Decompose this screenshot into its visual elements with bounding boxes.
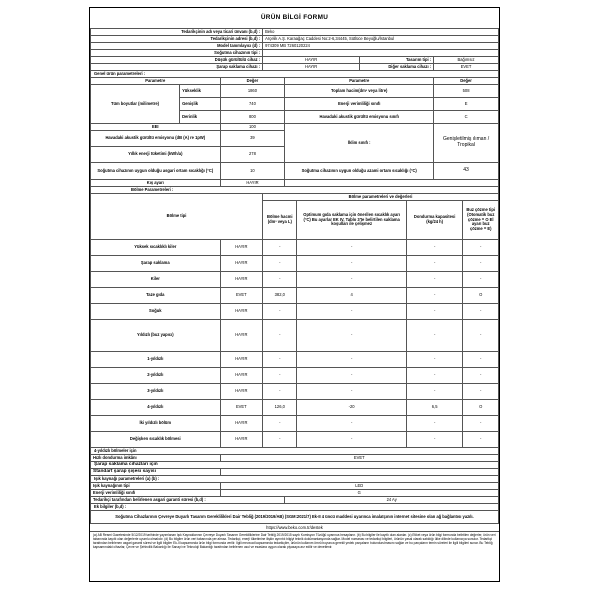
warranty-label: Tedarikçi tarafından belirlenen asgari garanti süresi (b,d) : (91, 497, 285, 504)
total-volume-value: 508 (434, 85, 499, 98)
compartment-defrost: - (463, 304, 499, 320)
appliance-type-value (263, 50, 499, 57)
light-params-row (91, 476, 499, 483)
compartment-present: HAYIR (220, 240, 263, 256)
compartment-defrost: - (463, 272, 499, 288)
max-temp-value: 43 (434, 163, 499, 180)
compartment-present: HAYIR (220, 256, 263, 272)
compartment-freeze: - (406, 352, 463, 368)
light-type-row (91, 483, 499, 490)
model-row (91, 43, 499, 50)
compartment-name: 1-yıldızlı (91, 352, 221, 368)
value-header-2: Değer (434, 78, 499, 85)
compartment-group-row (91, 194, 499, 201)
compartment-freeze: - (406, 304, 463, 320)
noise-class-label: Havadaki akustik gürültü emisyonu sınıfı (285, 111, 434, 124)
extra-info-row (91, 504, 499, 511)
star4-label: 4-yıldızlı bölmeler için (91, 448, 499, 455)
wine-section-row (91, 462, 499, 469)
product-info-form (89, 7, 500, 582)
compartment-volume: 382,0 (263, 288, 297, 304)
dimensions-group-label: Tüm boyutlar (milimetre) (91, 85, 180, 124)
compartment-volume: - (263, 432, 297, 448)
compartment-temp: - (297, 240, 406, 256)
footnote: (a) AB Resmi Gazetesinde 5/12/2019 tarihinde yayımlanan Işık Kaynaklarının Çevreye Duyarlı Tasarım Gerekliliklerine Dair Tebliğ 2019/2015 sayılı Komisyon Tüzüğü uyarınca hesaplanır. (b) Bu bilgiler ile kayıtlı olan alanlar. (c) Etiket veya ürün bilgi formunda belirtilen değerler, ürün veri tabanında kayıtlı olan değerlerle uyumlu olmalıdır. (d) Bu bilgiler ürün veri tabanında yer almaz. Tedarikçi, enerji tüketimine ilişkin ayrıntılı bilgiyi teknik dokümantasyonda sağlar. Model numarası ve tedarikçi bilgileri, ürünün yasal olarak satıldığı ülke dilinde kullanıcıya sunulur. Tedarikçi tarafından belirlenen asgari garanti süresi ve ilgili bilgiler Ek-II kapsamında ürün bilgi formunda verilir. İlgili mevzuat kapsamında tedarikçiler, ürünün kullanım ömrü boyunca gerekli yedek parçaların bulundurulmasını sağlar ve bu parçaların temin süreleri ile ilgili bilgileri sunar. Bu Tebliğ kapsamındaki cihazlar, Çevre ve Şehircilik Bakanlığı ile Sanayi ve Teknoloji Bakanlığı tarafından belirlenen usul ve esaslara uygun olarak piyasaya arz edilir ve denetlenir. (90, 531, 499, 564)
compartment-freeze: - (406, 256, 463, 272)
energy-class-label: Enerji verimliliği sınıfı (285, 98, 434, 111)
fast-freeze-value: EVET (220, 455, 498, 462)
supplier-name-label: Tedarikçinin adı veya ticari ünvanı (b,d) : (91, 29, 263, 36)
compartment-volume: - (263, 256, 297, 272)
total-volume-label: Toplam hacim(dm³ veya litre) (285, 85, 434, 98)
compartment-temp: - (297, 368, 406, 384)
warranty-row (91, 497, 499, 504)
winter-row (91, 180, 499, 187)
min-temp-label: Soğutma cihazının uygun olduğu asgari ortam sıcaklığı (°C) (91, 163, 221, 180)
height-value: 1860 (220, 85, 285, 98)
compartment-name: İki yıldızlı bölüm (91, 416, 221, 432)
form-title: ÜRÜN BİLGİ FORMU (260, 14, 329, 21)
depth-label: Derinlik (180, 111, 220, 124)
compartment-volume: - (263, 384, 297, 400)
compartment-present: HAYIR (220, 352, 263, 368)
freeze-capacity-header: Dondurma kapasitesi (kg/24 h) (406, 201, 463, 240)
other-storage-value: EVET (434, 64, 499, 71)
climate-class-value: Genişletilmiş ılıman / Tropikal (434, 124, 499, 163)
light-class-value: G (220, 490, 498, 497)
compartment-volume: 126,0 (263, 400, 297, 416)
extra-info-label: Ek bilgiler (b,d) : (91, 504, 499, 511)
compartment-name: 3-yıldızlı (91, 384, 221, 400)
compartment-freeze: - (406, 416, 463, 432)
compartment-group-label: Bölme parametreleri ve değerleri (263, 194, 499, 201)
eei-value: 100 (220, 124, 285, 131)
compartment-row (91, 416, 499, 432)
supplier-address-value: Arçelik A.Ş. Karaağaç Caddesi No:2-6,34445, Sütlüce Beyoğlu/İstanbul (263, 36, 499, 43)
supplier-name-value: Beko (263, 29, 499, 36)
compartment-row (91, 400, 499, 416)
design-type-value: Bağımsız (434, 57, 499, 64)
energy-class-value: E (434, 98, 499, 111)
compartment-temp: - (297, 256, 406, 272)
compartment-temp: - (297, 384, 406, 400)
compartment-present: HAYIR (220, 272, 263, 288)
noise-emission-value: 39 (220, 131, 285, 147)
compartment-freeze: - (406, 288, 463, 304)
compartment-defrost: - (463, 352, 499, 368)
compartment-defrost: O (463, 288, 499, 304)
compartment-name: Değişken sıcaklık bölmesi (91, 432, 221, 448)
compartment-row (91, 432, 499, 448)
eei-label: EEI (91, 124, 221, 131)
wine-bottles-row (91, 469, 499, 476)
compartment-name: Yıldızlı (buz yapıcı) (91, 320, 221, 352)
height-row (91, 85, 499, 98)
param-header-2: Parametre (285, 78, 434, 85)
compartment-temp: - (297, 432, 406, 448)
annual-energy-value: 278 (220, 147, 285, 163)
light-params-label: Işık kaynağı parametreleri (a) (b) : (91, 476, 499, 483)
support-link[interactable]: https://www.beko.com.tr/destek (266, 525, 323, 530)
design-type-label: Tasarım tipi : (360, 57, 434, 64)
supplier-address-label: Tedarikçinin adresi (b,d) : (91, 36, 263, 43)
depth-value: 800 (220, 111, 285, 124)
compartment-name: Kiler (91, 272, 221, 288)
info-table (90, 28, 499, 524)
general-params-label: Genel ürün parametreleri : (91, 71, 499, 78)
compartment-row (91, 320, 499, 352)
compartment-volume: - (263, 352, 297, 368)
temperature-row (91, 163, 499, 180)
wine-bottles-value (220, 469, 498, 476)
eei-row (91, 124, 499, 131)
compartment-volume: - (263, 304, 297, 320)
compartment-freeze: - (406, 384, 463, 400)
param-header: Parametre (91, 78, 221, 85)
appliance-type-row (91, 50, 499, 57)
compartment-row (91, 272, 499, 288)
wine-storage-value: HAYIR (263, 64, 360, 71)
compartment-defrost: - (463, 256, 499, 272)
other-storage-label: Diğer saklama cihazı : (360, 64, 434, 71)
compartment-present: HAYIR (220, 432, 263, 448)
supplier-name-row (91, 29, 499, 36)
min-temp-value: 10 (220, 163, 285, 180)
compartment-temp: - (297, 416, 406, 432)
volume-header: Bölme hacmi (dm³ veya L) (263, 201, 297, 240)
star4-row (91, 448, 499, 455)
compartment-volume: - (263, 320, 297, 352)
compartment-present: HAYIR (220, 416, 263, 432)
regulation-row (91, 511, 499, 524)
compartment-row (91, 384, 499, 400)
compartment-defrost: - (463, 384, 499, 400)
model-label: Model tanımlayıcı (d) : (91, 43, 263, 50)
compartment-present: EVET (220, 288, 263, 304)
light-class-row (91, 490, 499, 497)
compartment-temp: - (297, 304, 406, 320)
compartment-params-row (91, 187, 499, 194)
light-type-value: LED (220, 483, 498, 490)
compartment-params-label: Bölme Parametreleri : (91, 187, 499, 194)
param-header-row (91, 78, 499, 85)
winter-setting-label: Kış ayarı (91, 180, 221, 187)
compartment-defrost: O (463, 400, 499, 416)
general-params-row (91, 71, 499, 78)
model-value: 974309 MB 7260120224 (263, 43, 499, 50)
defrost-type-header: Buz çözme tipi (Otomatik buz çözme = O El ayarı buz çözme = E) (463, 201, 499, 240)
compartment-temp: - (297, 272, 406, 288)
compartment-rows (91, 240, 499, 448)
compartment-defrost: - (463, 432, 499, 448)
low-noise-label: Düşük gürültülü cihaz : (91, 57, 263, 64)
compartment-name: Yüksek sıcaklıklı kiler (91, 240, 221, 256)
compartment-temp: -20 (297, 400, 406, 416)
warranty-value: 24 Ay (285, 497, 499, 504)
annual-energy-label: Yıllık enerji tüketimi (kWh/a) (91, 147, 221, 163)
compartment-volume: - (263, 272, 297, 288)
compartment-present: HAYIR (220, 368, 263, 384)
appliance-type-label: Soğutma cihazının tipi : (91, 50, 263, 57)
compartment-defrost: - (463, 368, 499, 384)
compartment-row (91, 304, 499, 320)
temp-setting-header: Optimum gıda saklama için önerilen sıcaklık ayarı (°C) Bu ayarlar EK IV, Tablo 3'te belirtilen saklama koşulları ile çelişmez (297, 201, 406, 240)
compartment-defrost: - (463, 320, 499, 352)
compartment-freeze: - (406, 240, 463, 256)
compartment-row (91, 240, 499, 256)
wine-storage-row (91, 64, 499, 71)
compartment-temp: - (297, 320, 406, 352)
compartment-row (91, 368, 499, 384)
low-noise-value: HAYIR (263, 57, 360, 64)
compartment-name: 2-yıldızlı (91, 368, 221, 384)
value-header: Değer (220, 78, 285, 85)
compartment-volume: - (263, 416, 297, 432)
width-value: 740 (220, 98, 285, 111)
compartment-freeze: - (406, 432, 463, 448)
compartment-volume: - (263, 368, 297, 384)
compartment-name: Soğuk (91, 304, 221, 320)
wine-section-label: Şarap saklama cihazları için (91, 462, 499, 469)
wine-bottles-label: Standart şarap şişesi sayısı (91, 469, 221, 476)
compartment-type-header: Bölme tipi (91, 194, 263, 240)
compartment-row (91, 288, 499, 304)
noise-emission-label: Havadaki akustik gürültü emisyonu (dB (A) re 1pW) (91, 131, 221, 147)
compartment-defrost: - (463, 416, 499, 432)
compartment-defrost: - (463, 240, 499, 256)
low-noise-row (91, 57, 499, 64)
compartment-row (91, 256, 499, 272)
fast-freeze-label: Hızlı dondurma imkânı (91, 455, 221, 462)
compartment-present: HAYIR (220, 384, 263, 400)
compartment-freeze: - (406, 368, 463, 384)
light-class-label: Enerji verimliliği sınıfı (91, 490, 221, 497)
width-label: Genişlik (180, 98, 220, 111)
compartment-name: Şarap saklama (91, 256, 221, 272)
compartment-freeze: - (406, 320, 463, 352)
regulation-text: Soğutma Cihazlarının Çevreye Duyarlı Tasarım Gereklilikleri Dair Tebliğ (2019/2019/AB) (SGM:2021/7) Ek-II 4 üncü maddesi uyarınca imalatçının internet sitesine olan ağ bağlantısı yazılı. (91, 511, 499, 524)
compartment-present: HAYIR (220, 320, 263, 352)
light-type-label: Işık kaynağının tipi (91, 483, 221, 490)
compartment-volume: - (263, 240, 297, 256)
compartment-present: EVET (220, 400, 263, 416)
max-temp-label: Soğutma cihazının uygun olduğu azami ortam sıcaklığı (°C) (285, 163, 434, 180)
wine-storage-label: Şarap saklama cihazı : (91, 64, 263, 71)
supplier-address-row (91, 36, 499, 43)
compartment-name: Taze gıda (91, 288, 221, 304)
compartment-temp: 4 (297, 288, 406, 304)
compartment-temp: - (297, 352, 406, 368)
climate-class-label: İklim sınıfı : (285, 124, 434, 163)
fast-freeze-row (91, 455, 499, 462)
compartment-freeze: 6,5 (406, 400, 463, 416)
compartment-row (91, 352, 499, 368)
noise-class-value: C (434, 111, 499, 124)
compartment-freeze: - (406, 272, 463, 288)
height-label: Yükseklik (180, 85, 220, 98)
winter-setting-value: HAYIR (220, 180, 285, 187)
compartment-present: HAYIR (220, 304, 263, 320)
compartment-name: 4-yıldızlı (91, 400, 221, 416)
